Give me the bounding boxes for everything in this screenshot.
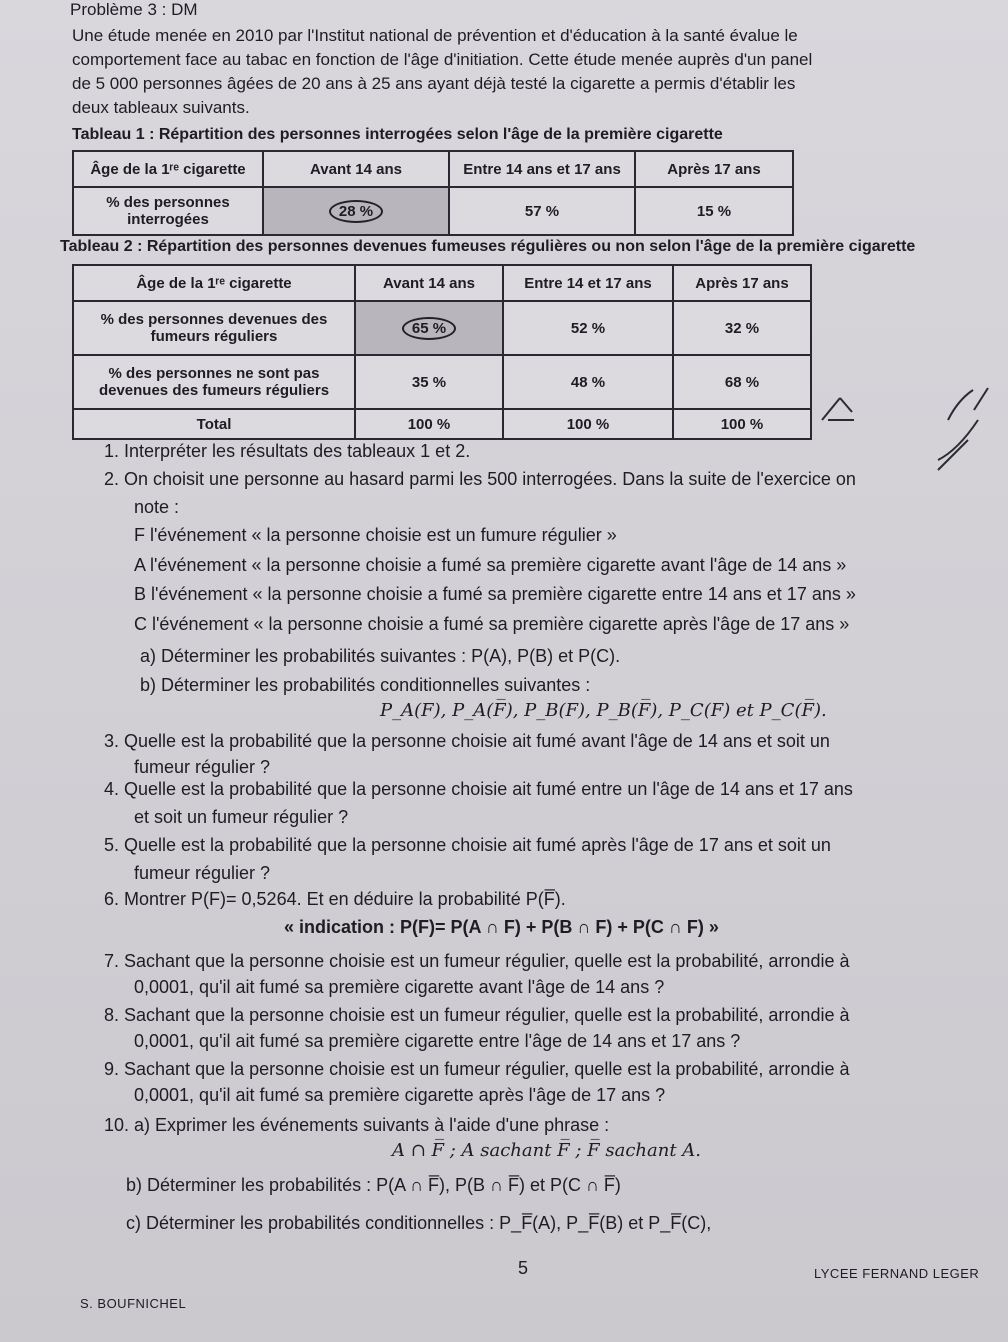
table-row	[73, 355, 811, 409]
table2-row2-cell-0: 100 %	[355, 409, 503, 439]
question-5-line-2: fumeur régulier ?	[134, 863, 271, 883]
question-9-line-2: 0,0001, qu'il ait fumé sa première cigarette après l'âge de 17 ans ?	[134, 1085, 666, 1105]
table2-header-1: Avant 14 ans	[355, 265, 503, 301]
question-10a-formula: A ∩ F̅ ; A sachant F̅ ; F̅ sachant A.	[392, 1140, 702, 1161]
question-10c: c) Déterminer les probabilités conditionnelles : P_F̅(A), P_F̅(B) et P_F̅(C),	[126, 1213, 712, 1233]
table1-header-2: Entre 14 ans et 17 ans	[449, 151, 635, 187]
handwritten-annotation	[928, 380, 998, 480]
table2-row1-label: % des personnes ne sont pas devenues des fumeurs réguliers	[73, 355, 355, 409]
intro-line-1: Une étude menée en 2010 par l'Institut national de prévention et d'éducation à la santé évalue le	[72, 26, 798, 45]
table-row	[73, 301, 811, 355]
event-B: B l'événement « la personne choisie a fumé sa première cigarette entre 14 ans et 17 ans »	[134, 584, 856, 604]
question-4-line-2: et soit un fumeur régulier ?	[134, 807, 349, 827]
question-1: 1. Interpréter les résultats des tableaux 1 et 2.	[104, 441, 471, 461]
question-7-line-2: 0,0001, qu'il ait fumé sa première cigarette avant l'âge de 14 ans ?	[134, 977, 665, 997]
table2-row1-cell-2: 68 %	[673, 355, 811, 409]
question-2-line-1: 2. On choisit une personne au hasard parmi les 500 interrogées. Dans la suite de l'exercice on	[104, 469, 856, 489]
problem-header: Problème 3 : DM	[70, 0, 198, 19]
question-5-line-1: 5. Quelle est la probabilité que la personne choisie ait fumé après l'âge de 17 ans et soit un	[104, 835, 831, 855]
table1	[72, 150, 794, 236]
question-6-indication: « indication : P(F)= P(A ∩ F) + P(B ∩ F) + P(C ∩ F) »	[284, 917, 719, 937]
table1-header-1: Avant 14 ans	[263, 151, 449, 187]
table2-row0-label: % des personnes devenues des fumeurs réguliers	[73, 301, 355, 355]
intro-paragraph	[72, 24, 902, 120]
question-8-line-1: 8. Sachant que la personne choisie est un fumeur régulier, quelle est la probabilité, arrondie à	[104, 1005, 850, 1025]
table2-row0-cell-1: 52 %	[503, 301, 673, 355]
table2-header-0: Âge de la 1ʳᵉ cigarette	[73, 265, 355, 301]
question-2-line-2: note :	[134, 497, 180, 517]
table1-row-label: % des personnes interrogées	[73, 187, 263, 235]
question-7-line-1: 7. Sachant que la personne choisie est un fumeur régulier, quelle est la probabilité, arrondie à	[104, 951, 850, 971]
author-name: S. BOUFNICHEL	[80, 1296, 187, 1311]
table1-cell-2: 15 %	[635, 187, 793, 235]
question-6: 6. Montrer P(F)= 0,5264. Et en déduire la probabilité P(F̅).	[104, 889, 566, 909]
table2-caption: Tableau 2 : Répartition des personnes devenues fumeuses régulières ou non selon l'âge de la première cigarette	[60, 238, 916, 255]
table2-row2-label: Total	[73, 409, 355, 439]
intro-line-4: deux tableaux suivants.	[72, 98, 250, 117]
table1-value-0: 28 %	[329, 200, 383, 223]
table2-row0-value-0: 65 %	[402, 317, 456, 340]
table-row	[73, 409, 811, 439]
table2-row1-cell-0: 35 %	[355, 355, 503, 409]
event-F: F l'événement « la personne choisie est un fumure régulier »	[134, 525, 617, 545]
question-10b: b) Déterminer les probabilités : P(A ∩ F̅), P(B ∩ F̅) et P(C ∩ F̅)	[126, 1175, 621, 1195]
question-8-line-2: 0,0001, qu'il ait fumé sa première cigarette entre l'âge de 14 ans et 17 ans ?	[134, 1031, 741, 1051]
event-C: C l'événement « la personne choisie a fumé sa première cigarette après l'âge de 17 ans »	[134, 614, 850, 634]
table1-header-3: Après 17 ans	[635, 151, 793, 187]
table2-row0-cell-0	[355, 301, 503, 355]
intro-line-3: de 5 000 personnes âgées de 20 ans à 25 ans ayant déjà testé la cigarette a permis d'établir les	[72, 74, 796, 93]
table2-row0-cell-2: 32 %	[673, 301, 811, 355]
table2-row2-cell-2: 100 %	[673, 409, 811, 439]
table2-row1-cell-1: 48 %	[503, 355, 673, 409]
question-3-line-2: fumeur régulier ?	[134, 757, 271, 777]
event-A: A l'événement « la personne choisie a fumé sa première cigarette avant l'âge de 14 ans »	[134, 555, 847, 575]
table2-row2-cell-1: 100 %	[503, 409, 673, 439]
school-name: LYCEE FERNAND LEGER	[814, 1266, 980, 1281]
table1-cell-0	[263, 187, 449, 235]
question-2a: a) Déterminer les probabilités suivantes : P(A), P(B) et P(C).	[140, 646, 621, 666]
question-2b-formula: P_A(F), P_A(F̅), P_B(F), P_B(F̅), P_C(F) et P_C(F̅).	[380, 700, 827, 721]
table2-header-3: Après 17 ans	[673, 265, 811, 301]
question-10a: 10. a) Exprimer les événements suivants à l'aide d'une phrase :	[104, 1115, 610, 1135]
table2-header-2: Entre 14 et 17 ans	[503, 265, 673, 301]
table1-header-0: Âge de la 1ʳᵉ cigarette	[73, 151, 263, 187]
table2	[72, 264, 812, 440]
handwritten-mark	[818, 390, 858, 430]
table1-cell-1: 57 %	[449, 187, 635, 235]
page-number: 5	[518, 1258, 529, 1278]
question-3-line-1: 3. Quelle est la probabilité que la personne choisie ait fumé avant l'âge de 14 ans et soit un	[104, 731, 830, 751]
intro-line-2: comportement face au tabac en fonction de l'âge d'initiation. Cette étude menée auprès d'un panel	[72, 50, 813, 69]
table1-caption: Tableau 1 : Répartition des personnes interrogées selon l'âge de la première cigarette	[72, 126, 723, 143]
question-9-line-1: 9. Sachant que la personne choisie est un fumeur régulier, quelle est la probabilité, arrondie à	[104, 1059, 850, 1079]
question-2b: b) Déterminer les probabilités conditionnelles suivantes :	[140, 675, 591, 695]
question-4-line-1: 4. Quelle est la probabilité que la personne choisie ait fumé entre un l'âge de 14 ans et 17 ans	[104, 779, 853, 799]
